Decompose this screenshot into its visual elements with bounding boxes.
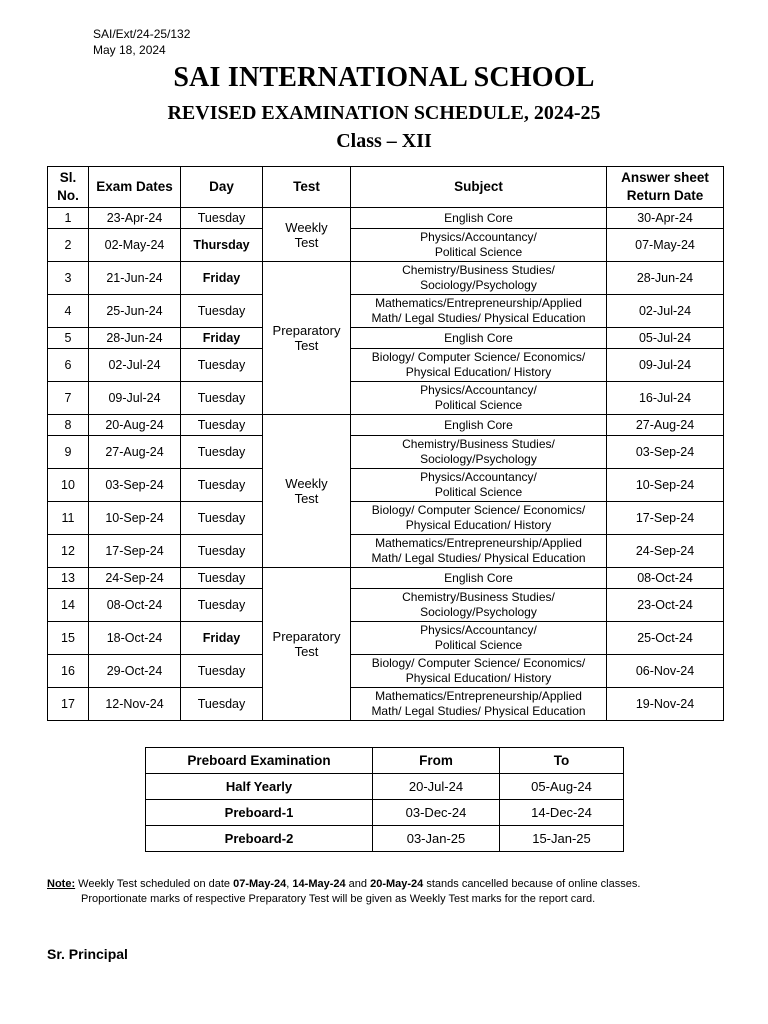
cell-preboard-exam: Preboard-2 bbox=[146, 826, 373, 852]
cell-return-date: 28-Jun-24 bbox=[607, 262, 724, 295]
table-row bbox=[146, 826, 624, 852]
subject-line: Sociology/Psychology bbox=[420, 452, 537, 466]
table-row bbox=[48, 262, 724, 295]
subject-line: English Core bbox=[444, 330, 513, 345]
cell-subject bbox=[351, 328, 607, 349]
cell-sl-no: 3 bbox=[48, 262, 89, 295]
subject-line: Math/ Legal Studies/ Physical Education bbox=[371, 551, 586, 565]
cancelled-date: 20-May-24 bbox=[370, 878, 424, 890]
class-title: Class – XII bbox=[336, 130, 432, 152]
cell-subject bbox=[351, 589, 607, 622]
cell-to-date: 05-Aug-24 bbox=[500, 774, 624, 800]
cell-from-date: 20-Jul-24 bbox=[373, 774, 500, 800]
cell-preboard-exam: Half Yearly bbox=[146, 774, 373, 800]
cell-day: Tuesday bbox=[181, 688, 263, 721]
reference-block bbox=[93, 26, 190, 58]
table-row bbox=[48, 535, 724, 568]
cell-day: Tuesday bbox=[181, 382, 263, 415]
cell-subject bbox=[351, 349, 607, 382]
subject-line: Sociology/Psychology bbox=[420, 605, 537, 619]
table-row bbox=[48, 469, 724, 502]
table-row bbox=[48, 328, 724, 349]
test-type-line: Weekly bbox=[285, 476, 328, 491]
cell-test-type bbox=[263, 262, 351, 415]
cell-test-type bbox=[263, 415, 351, 568]
cell-day: Tuesday bbox=[181, 295, 263, 328]
header-test: Test bbox=[263, 167, 351, 208]
preboard-header-row bbox=[146, 748, 624, 774]
school-name: SAI INTERNATIONAL SCHOOL bbox=[173, 62, 595, 93]
table-row bbox=[48, 208, 724, 229]
cell-exam-date: 12-Nov-24 bbox=[89, 688, 181, 721]
cell-day: Thursday bbox=[181, 229, 263, 262]
subject-line: English Core bbox=[444, 210, 513, 225]
table-row bbox=[146, 800, 624, 826]
reference-number: SAI/Ext/24-25/132 bbox=[93, 27, 191, 41]
cell-from-date: 03-Dec-24 bbox=[373, 800, 500, 826]
cell-return-date: 17-Sep-24 bbox=[607, 502, 724, 535]
cell-day: Tuesday bbox=[181, 502, 263, 535]
cell-sl-no: 2 bbox=[48, 229, 89, 262]
cell-preboard-exam: Preboard-1 bbox=[146, 800, 373, 826]
cell-subject bbox=[351, 208, 607, 229]
table-row bbox=[146, 774, 624, 800]
cell-return-date: 03-Sep-24 bbox=[607, 436, 724, 469]
cell-day: Friday bbox=[181, 328, 263, 349]
header-sl-no: Sl. No. bbox=[48, 167, 89, 208]
note-text: stands cancelled because of online classes. bbox=[423, 878, 641, 890]
cell-exam-date: 28-Jun-24 bbox=[89, 328, 181, 349]
subject-line: English Core bbox=[444, 417, 513, 432]
cell-test-type bbox=[263, 568, 351, 721]
cell-exam-date: 20-Aug-24 bbox=[89, 415, 181, 436]
table-row bbox=[48, 568, 724, 589]
cell-exam-date: 21-Jun-24 bbox=[89, 262, 181, 295]
cell-exam-date: 17-Sep-24 bbox=[89, 535, 181, 568]
cell-exam-date: 25-Jun-24 bbox=[89, 295, 181, 328]
header-subject: Subject bbox=[351, 167, 607, 208]
test-type-line: Test bbox=[294, 644, 319, 659]
cell-sl-no: 1 bbox=[48, 208, 89, 229]
cell-return-date: 08-Oct-24 bbox=[607, 568, 724, 589]
header-return-date: Answer sheet Return Date bbox=[607, 167, 724, 208]
cell-sl-no: 12 bbox=[48, 535, 89, 568]
header-to: To bbox=[500, 748, 624, 774]
exam-schedule-table bbox=[47, 166, 724, 721]
cell-day: Tuesday bbox=[181, 655, 263, 688]
header-preboard-exam: Preboard Examination bbox=[146, 748, 373, 774]
cell-return-date: 30-Apr-24 bbox=[607, 208, 724, 229]
table-row bbox=[48, 382, 724, 415]
cell-to-date: 14-Dec-24 bbox=[500, 800, 624, 826]
cell-day: Tuesday bbox=[181, 535, 263, 568]
subject-line: English Core bbox=[444, 570, 513, 585]
note-separator: , bbox=[286, 878, 293, 890]
preboard-body bbox=[146, 774, 624, 852]
cell-day: Tuesday bbox=[181, 568, 263, 589]
table-row bbox=[48, 415, 724, 436]
cell-subject bbox=[351, 568, 607, 589]
cell-subject bbox=[351, 415, 607, 436]
subject-line: Biology/ Computer Science/ Economics/ bbox=[371, 350, 586, 364]
cell-return-date: 25-Oct-24 bbox=[607, 622, 724, 655]
test-type-line: Preparatory bbox=[272, 629, 341, 644]
cell-to-date: 15-Jan-25 bbox=[500, 826, 624, 852]
subject-line: Biology/ Computer Science/ Economics/ bbox=[371, 503, 586, 517]
cell-exam-date: 02-Jul-24 bbox=[89, 349, 181, 382]
schedule-header-row bbox=[48, 167, 724, 208]
subject-line: Sociology/Psychology bbox=[420, 278, 537, 292]
cell-sl-no: 7 bbox=[48, 382, 89, 415]
subject-line: Political Science bbox=[434, 398, 523, 412]
subject-line: Political Science bbox=[434, 245, 523, 259]
cell-from-date: 03-Jan-25 bbox=[373, 826, 500, 852]
subject-line: Mathematics/Entrepreneurship/Applied bbox=[375, 536, 582, 550]
table-row bbox=[48, 622, 724, 655]
test-type-line: Preparatory bbox=[272, 323, 341, 338]
cell-exam-date: 10-Sep-24 bbox=[89, 502, 181, 535]
cell-exam-date: 03-Sep-24 bbox=[89, 469, 181, 502]
cell-subject bbox=[351, 469, 607, 502]
cell-subject bbox=[351, 502, 607, 535]
table-row bbox=[48, 436, 724, 469]
cell-day: Tuesday bbox=[181, 349, 263, 382]
cell-return-date: 27-Aug-24 bbox=[607, 415, 724, 436]
table-row bbox=[48, 688, 724, 721]
cell-day: Friday bbox=[181, 262, 263, 295]
cell-sl-no: 16 bbox=[48, 655, 89, 688]
subject-line: Physical Education/ History bbox=[405, 518, 552, 532]
preboard-table bbox=[145, 747, 624, 852]
cell-sl-no: 11 bbox=[48, 502, 89, 535]
cell-exam-date: 24-Sep-24 bbox=[89, 568, 181, 589]
cell-subject bbox=[351, 229, 607, 262]
subject-line: Physics/Accountancy/ bbox=[420, 383, 537, 397]
header-from: From bbox=[373, 748, 500, 774]
test-type-line: Weekly bbox=[285, 219, 328, 235]
cell-day: Tuesday bbox=[181, 436, 263, 469]
cell-subject bbox=[351, 262, 607, 295]
cell-subject bbox=[351, 655, 607, 688]
cell-exam-date: 02-May-24 bbox=[89, 229, 181, 262]
subject-line: Math/ Legal Studies/ Physical Education bbox=[371, 704, 586, 718]
subject-line: Chemistry/Business Studies/ bbox=[402, 437, 555, 451]
subject-line: Physical Education/ History bbox=[405, 671, 552, 685]
cell-subject bbox=[351, 688, 607, 721]
subject-line: Mathematics/Entrepreneurship/Applied bbox=[375, 689, 582, 703]
subject-line: Math/ Legal Studies/ Physical Education bbox=[371, 311, 586, 325]
table-row bbox=[48, 229, 724, 262]
header-exam-dates: Exam Dates bbox=[89, 167, 181, 208]
subject-line: Political Science bbox=[434, 638, 523, 652]
cell-test-type bbox=[263, 208, 351, 262]
table-row bbox=[48, 655, 724, 688]
subject-line: Physics/Accountancy/ bbox=[420, 623, 537, 637]
cell-sl-no: 10 bbox=[48, 469, 89, 502]
cell-day: Tuesday bbox=[181, 415, 263, 436]
cell-exam-date: 09-Jul-24 bbox=[89, 382, 181, 415]
cell-day: Tuesday bbox=[181, 469, 263, 502]
cell-sl-no: 13 bbox=[48, 568, 89, 589]
note-line-1 bbox=[47, 877, 715, 892]
test-type-line: Test bbox=[294, 234, 319, 250]
cell-return-date: 09-Jul-24 bbox=[607, 349, 724, 382]
note-label: Note: bbox=[47, 878, 76, 890]
table-row bbox=[48, 295, 724, 328]
cell-sl-no: 15 bbox=[48, 622, 89, 655]
cell-return-date: 24-Sep-24 bbox=[607, 535, 724, 568]
schedule-body bbox=[48, 208, 724, 721]
cell-day: Tuesday bbox=[181, 208, 263, 229]
signature: Sr. Principal bbox=[47, 946, 128, 962]
cell-return-date: 05-Jul-24 bbox=[607, 328, 724, 349]
cell-day: Friday bbox=[181, 622, 263, 655]
table-row bbox=[48, 589, 724, 622]
test-type-line: Test bbox=[294, 491, 319, 506]
cancelled-date: 07-May-24 bbox=[233, 878, 287, 890]
subject-line: Chemistry/Business Studies/ bbox=[402, 263, 555, 277]
note-line-2: Proportionate marks of respective Preparatory Test will be given as Weekly Test marks for the report card. bbox=[81, 893, 596, 905]
cell-return-date: 23-Oct-24 bbox=[607, 589, 724, 622]
subject-line: Biology/ Computer Science/ Economics/ bbox=[371, 656, 586, 670]
cell-sl-no: 6 bbox=[48, 349, 89, 382]
cell-exam-date: 23-Apr-24 bbox=[89, 208, 181, 229]
cell-sl-no: 17 bbox=[48, 688, 89, 721]
cell-subject bbox=[351, 622, 607, 655]
note-block bbox=[47, 877, 715, 907]
test-type-line: Test bbox=[294, 338, 319, 353]
cell-return-date: 10-Sep-24 bbox=[607, 469, 724, 502]
schedule-title: REVISED EXAMINATION SCHEDULE, 2024-25 bbox=[167, 102, 601, 124]
cell-return-date: 02-Jul-24 bbox=[607, 295, 724, 328]
cell-sl-no: 4 bbox=[48, 295, 89, 328]
letter-date: May 18, 2024 bbox=[93, 43, 166, 57]
cell-subject bbox=[351, 535, 607, 568]
note-text: Weekly Test scheduled on date bbox=[75, 878, 234, 890]
table-row bbox=[48, 349, 724, 382]
cell-subject bbox=[351, 382, 607, 415]
cell-subject bbox=[351, 436, 607, 469]
cell-sl-no: 5 bbox=[48, 328, 89, 349]
cancelled-date: 14-May-24 bbox=[292, 878, 346, 890]
cell-return-date: 19-Nov-24 bbox=[607, 688, 724, 721]
cell-day: Tuesday bbox=[181, 589, 263, 622]
cell-exam-date: 27-Aug-24 bbox=[89, 436, 181, 469]
table-row bbox=[48, 502, 724, 535]
cell-sl-no: 9 bbox=[48, 436, 89, 469]
cell-return-date: 06-Nov-24 bbox=[607, 655, 724, 688]
subject-line: Political Science bbox=[434, 485, 523, 499]
subject-line: Physics/Accountancy/ bbox=[420, 230, 537, 244]
subject-line: Chemistry/Business Studies/ bbox=[402, 590, 555, 604]
cell-exam-date: 29-Oct-24 bbox=[89, 655, 181, 688]
cell-return-date: 07-May-24 bbox=[607, 229, 724, 262]
cell-exam-date: 08-Oct-24 bbox=[89, 589, 181, 622]
note-separator: and bbox=[345, 878, 371, 890]
subject-line: Physics/Accountancy/ bbox=[420, 470, 537, 484]
header-day: Day bbox=[181, 167, 263, 208]
cell-subject bbox=[351, 295, 607, 328]
cell-sl-no: 8 bbox=[48, 415, 89, 436]
subject-line: Physical Education/ History bbox=[405, 365, 552, 379]
subject-line: Mathematics/Entrepreneurship/Applied bbox=[375, 296, 582, 310]
cell-sl-no: 14 bbox=[48, 589, 89, 622]
cell-exam-date: 18-Oct-24 bbox=[89, 622, 181, 655]
cell-return-date: 16-Jul-24 bbox=[607, 382, 724, 415]
